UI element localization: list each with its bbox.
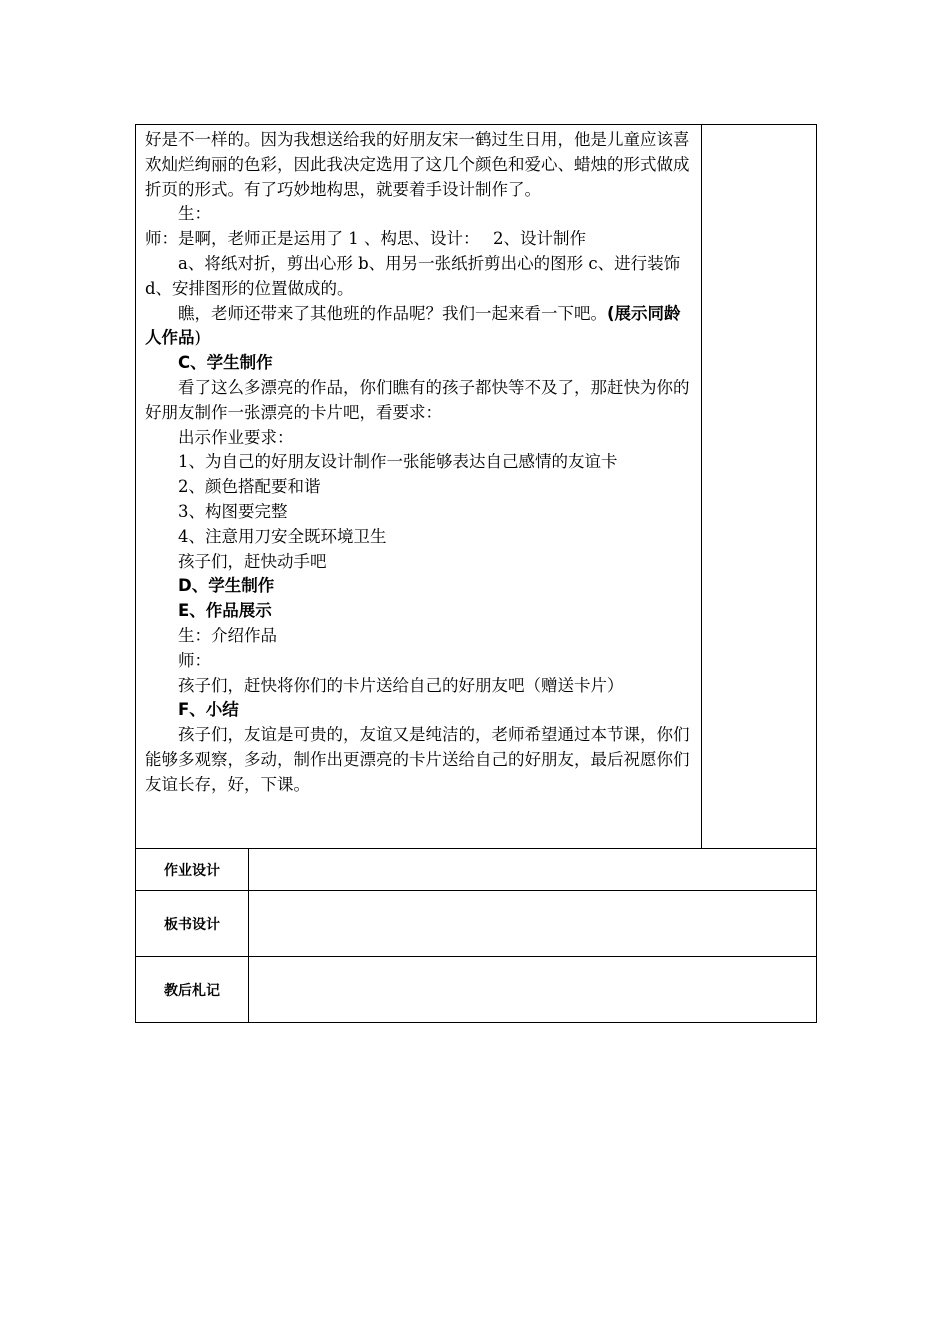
teaching-process-cell	[136, 125, 702, 849]
steps-paragraph: a、将纸对折，剪出心形 b、用另一张纸折剪出心的图形 c、进行装饰 d、安排图形的位置做成的。	[145, 253, 681, 298]
showcase-paragraph	[145, 302, 693, 352]
reflection-label: 教后札记	[136, 957, 249, 1023]
urge-line: 孩子们，赶快动手吧	[178, 551, 327, 571]
section-d-heading: D、学生制作	[178, 576, 275, 596]
gift-line: 孩子们，赶快将你们的卡片送给自己的好朋友吧（赠送卡片）	[178, 675, 624, 695]
teaching-process-content	[136, 125, 701, 798]
lesson-plan-sheet	[135, 124, 816, 1023]
section-e-heading: E、作品展示	[178, 601, 272, 621]
section-f-heading: F、小结	[178, 700, 239, 720]
requirement-item: 3、构图要完整	[178, 501, 288, 521]
summary-paragraph: 孩子们，友谊是可贵的，友谊又是纯洁的，老师希望通过本节课，你们能够多观察，多动，制作出更漂亮的卡片送给自己的好朋友，最后祝愿你们友谊长存，好，下课。	[145, 725, 690, 794]
showcase-bold-text: (展示同龄人作品	[145, 303, 681, 348]
showcase-close-paren: )	[194, 328, 201, 348]
requirement-item: 1、为自己的好朋友设计制作一张能够表达自己感情的友谊卡	[178, 452, 618, 472]
reflection-value	[249, 957, 817, 1023]
showcase-text: 瞧，老师还带来了其他班的作品呢？我们一起来看一下吧。	[178, 303, 607, 323]
requirements-block	[145, 426, 693, 724]
teacher-short-line: 师：	[178, 650, 211, 670]
lesson-plan-table	[135, 124, 817, 1023]
requirement-item: 2、颜色搭配要和谐	[178, 477, 321, 497]
teacher-line: 师：是啊，老师正是运用了 1 、构思、设计： 2、设计制作	[145, 229, 586, 249]
requirements-title: 出示作业要求：	[178, 427, 294, 447]
board-design-value	[249, 891, 817, 957]
intro-paragraph: 好是不一样的。因为我想送给我的好朋友宋一鹤过生日用，他是儿童应该喜欢灿烂绚丽的色彩，因此我决定选用了这几个颜色和爱心、蜡烛的形式做成折页的形式。有了巧妙地构思，就要着手设计制作了。	[145, 130, 690, 199]
board-design-label: 板书设计	[136, 891, 249, 957]
student-intro-line: 生：介绍作品	[178, 625, 277, 645]
student-line: 生：	[178, 204, 211, 224]
homework-value	[249, 849, 817, 891]
requirement-item: 4、注意用刀安全既环境卫生	[178, 526, 387, 546]
section-c-heading: C、学生制作	[178, 353, 273, 373]
section-c-paragraph: 看了这么多漂亮的作品，你们瞧有的孩子都快等不及了，那赶快为你的好朋友制作一张漂亮的卡片吧，看要求：	[145, 377, 690, 422]
homework-label: 作业设计	[136, 849, 249, 891]
notes-column-cell	[702, 125, 817, 849]
